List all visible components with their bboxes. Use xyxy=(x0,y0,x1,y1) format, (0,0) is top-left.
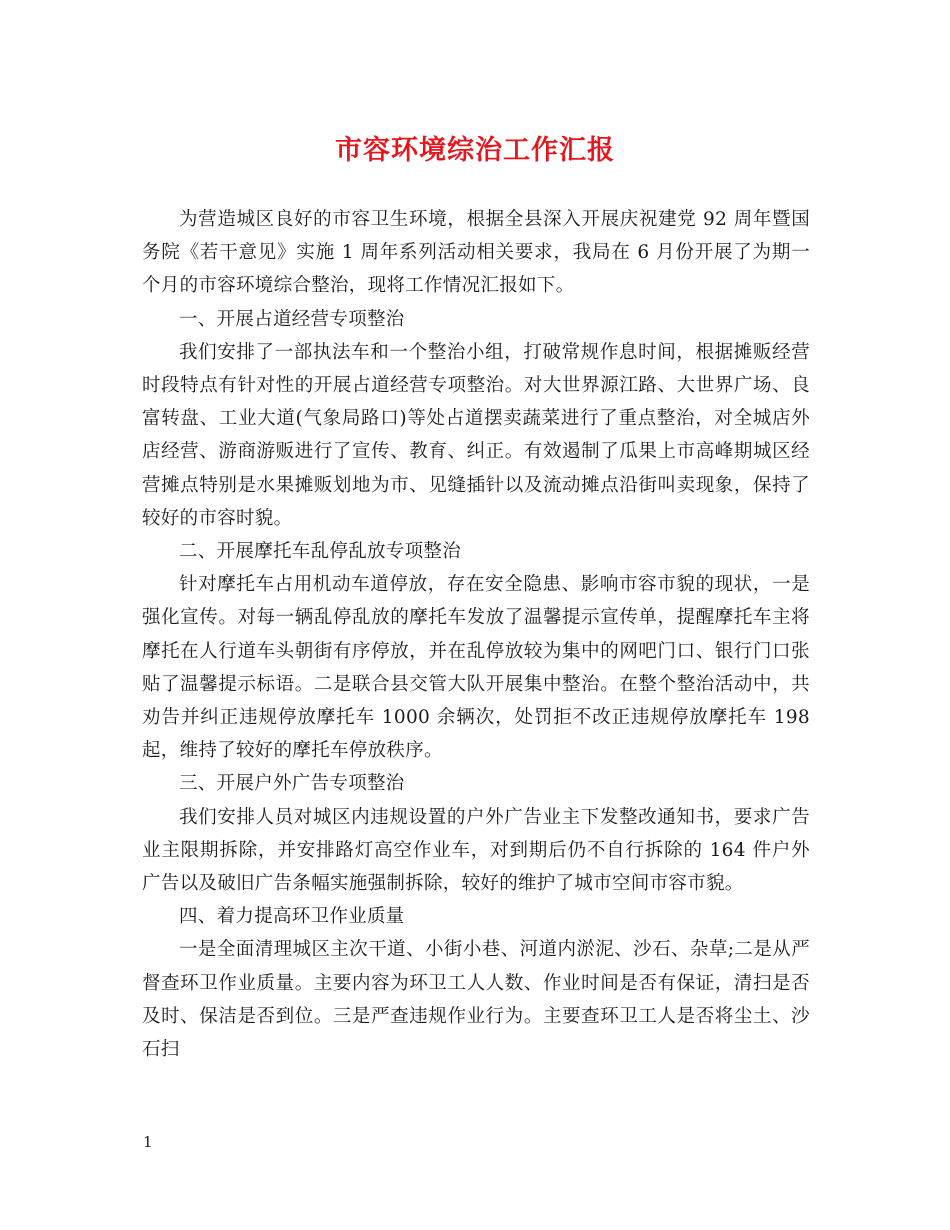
section-heading-2: 二、开展摩托车乱停乱放专项整治 xyxy=(179,541,462,563)
page-number: 1 xyxy=(143,1133,153,1151)
section-paragraph-4: 一是全面清理城区主次干道、小街小巷、河道内淤泥、沙石、杂草;二是从严督查环卫作业质量。主要内容为环卫工人人数、作业时间是否有保证，清扫是否及时、保洁是否到位。三是严查违规作业行为。主要查环卫工人是否将尘土、沙石扫 xyxy=(142,939,810,1061)
section-heading-4: 四、着力提高环卫作业质量 xyxy=(179,906,405,928)
section-heading-3: 三、开展户外广告专项整治 xyxy=(179,773,405,795)
intro-paragraph: 为营造城区良好的市容卫生环境，根据全县深入开展庆祝建党 92 周年暨国务院《若干意见》实施 1 周年系列活动相关要求，我局在 6 月份开展了为期一个月的市容环境综合整治，现将工作情况汇报如下。 xyxy=(142,209,810,297)
section-paragraph-3: 我们安排人员对城区内违规设置的户外广告业主下发整改通知书，要求广告业主限期拆除，并安排路灯高空作业车，对到期后仍不自行拆除的 164 件户外广告以及破旧广告条幅实施强制拆除，较好的维护了城市空间市容市貌。 xyxy=(142,806,810,895)
document-title: 市容环境综治工作汇报 xyxy=(335,135,615,166)
document-body xyxy=(142,203,810,1066)
section-paragraph-1: 我们安排了一部执法车和一个整治小组，打破常规作息时间，根据摊贩经营时段特点有针对性的开展占道经营专项整治。对大世界源江路、大世界广场、良富转盘、工业大道(气象局路口)等处占道摆卖蔬菜进行了重点整治，对全城店外店经营、游商游贩进行了宣传、教育、纠正。有效遏制了瓜果上市高峰期城区经营摊点特别是水果摊贩划地为市、见缝插针以及流动摊点沿街叫卖现象，保持了较好的市容时貌。 xyxy=(142,341,810,529)
section-heading-1: 一、开展占道经营专项整治 xyxy=(179,308,405,330)
section-paragraph-2: 针对摩托车占用机动车道停放，存在安全隐患、影响市容市貌的现状，一是强化宣传。对每一辆乱停乱放的摩托车发放了温馨提示宣传单，提醒摩托车主将摩托在人行道车头朝街有序停放，并在乱停放较为集中的网吧门口、银行门口张贴了温馨提示标语。二是联合县交管大队开展集中整治。在整个整治活动中，共劝告并纠正违规停放摩托车 1000 余辆次，处罚拒不改正违规停放摩托车 198 起，维持了较好的摩托车停放秩序。 xyxy=(142,574,810,762)
